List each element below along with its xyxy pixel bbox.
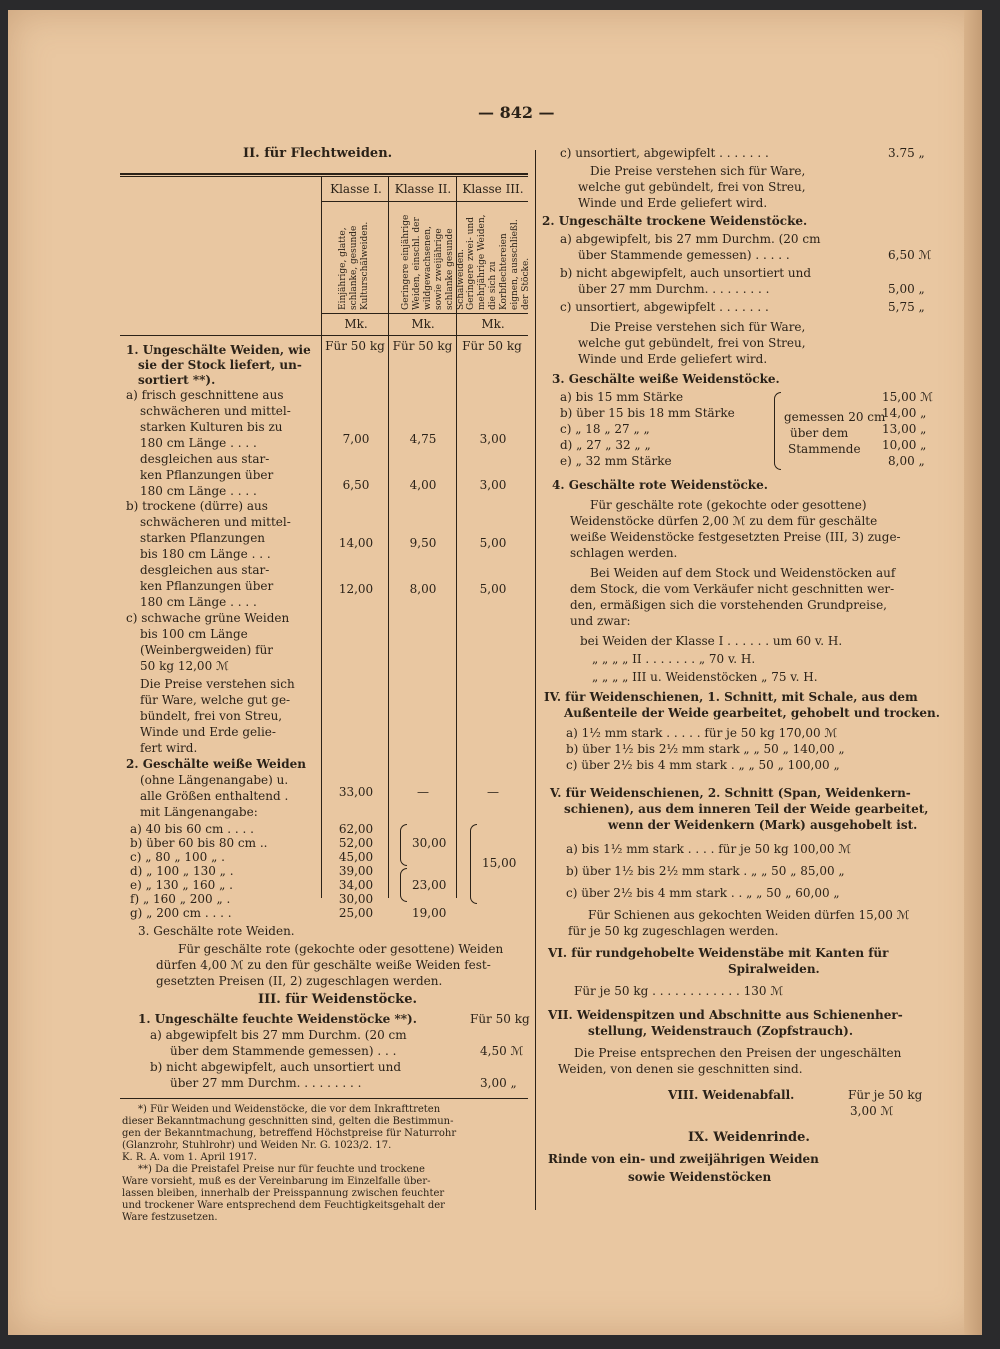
- item1b-line: bis 180 cm Länge . . .: [140, 547, 271, 561]
- per-50kg-ii: Für 50 kg: [392, 339, 453, 353]
- r-s2a: a) abgewipfelt, bis 27 mm Durchm. (20 cm: [560, 232, 821, 246]
- r-note-b: welche gut gebündelt, frei von Streu,: [578, 336, 806, 350]
- item1c-line: c) schwache grüne Weiden: [126, 611, 290, 625]
- r-v: schienen), aus dem inneren Teil der Weide gearbeitet,: [564, 802, 929, 816]
- note1-line: fert wird.: [140, 741, 198, 755]
- r-s2b-val: 5,00 „: [888, 282, 925, 296]
- size-val: 39,00: [338, 864, 374, 878]
- r-note-a: Die Preise verstehen sich für Ware,: [590, 164, 806, 178]
- note1-line: Die Preise verstehen sich: [140, 677, 295, 691]
- r-s3: 3. Geschälte weiße Weidenstöcke.: [552, 372, 780, 386]
- item3-text: Für geschälte rote (gekochte oder gesottene) Weiden: [178, 942, 504, 956]
- footnote: lassen bleiben, innerhalb der Preisspannung zwischen feuchter: [122, 1188, 445, 1199]
- size-row: g) „ 200 cm . . . .: [130, 906, 232, 920]
- r-ix-text: Rinde von ein- und zweijährigen Weiden: [548, 1152, 819, 1166]
- val-1b-i: 14,00: [338, 536, 374, 550]
- rule: [321, 201, 528, 202]
- rule: [120, 1098, 528, 1099]
- class-i-header: Klasse I.: [330, 182, 382, 196]
- r-s3-mid: gemessen 20 cm: [784, 410, 886, 424]
- r-note-b: Winde und Erde geliefert wird.: [578, 352, 768, 366]
- r-s3-mid: über dem: [790, 426, 849, 440]
- val-1a-iii: 3,00: [479, 432, 507, 446]
- val-1b2-iii: 5,00: [479, 582, 507, 596]
- page-edge: [964, 10, 982, 1335]
- r-s3-row: b) über 15 bis 18 mm Stärke: [560, 406, 735, 420]
- unit-iii: Mk.: [481, 317, 505, 331]
- r-ix: IX. Weidenrinde.: [688, 1130, 810, 1145]
- size-val: 30,00: [338, 892, 374, 906]
- r-vii-text: Weiden, von denen sie geschnitten sind.: [558, 1062, 803, 1076]
- item2-line: alle Größen enthaltend .: [140, 789, 289, 803]
- item2-line: (ohne Längenangabe) u.: [140, 773, 289, 787]
- item1a-line: 180 cm Länge . . . .: [140, 436, 257, 450]
- val-2-ii: —: [417, 785, 429, 799]
- s3-b: über 27 mm Durchm. . . . . . . . .: [170, 1076, 362, 1090]
- r-s3-val: 10,00 „: [882, 438, 927, 452]
- brace: [400, 868, 407, 902]
- s3-per: Für 50 kg: [470, 1012, 530, 1026]
- item1a-line: a) frisch geschnittene aus: [126, 388, 284, 402]
- val-1b2-i: 12,00: [338, 582, 374, 596]
- item1a2-line: 180 cm Länge . . . .: [140, 484, 257, 498]
- item1c-line: 50 kg 12,00 ℳ: [140, 659, 229, 673]
- r-klasse-row: „ „ „ „ III u. Weidenstöcken „ 75 v. H.: [592, 670, 818, 684]
- r-s2b: b) nicht abgewipfelt, auch unsortiert und: [560, 266, 812, 280]
- val-2-i: 33,00: [338, 785, 374, 799]
- size-row: c) „ 80 „ 100 „ .: [130, 850, 225, 864]
- page-number: — 842 —: [478, 103, 555, 122]
- item3-text: gesetzten Preisen (II, 2) zugeschlagen werden.: [156, 974, 443, 988]
- rule: [120, 176, 528, 177]
- item1b2-line: ken Pflanzungen über: [140, 579, 274, 593]
- note1-line: bündelt, frei von Streu,: [140, 709, 283, 723]
- class-i-desc: Einjährige, glatte, schlanke, gesunde Kulturschälweiden.: [338, 221, 370, 310]
- val-1b-ii: 9,50: [409, 536, 437, 550]
- r-s3-val: 15,00 ℳ: [882, 390, 933, 404]
- class3-val: 15,00: [482, 856, 517, 870]
- r-iv-row: b) über 1½ bis 2½ mm stark „ „ 50 „ 140,00 „: [566, 742, 845, 756]
- document-page: [8, 10, 982, 1335]
- r-s3-row: e) „ 32 mm Stärke: [560, 454, 672, 468]
- class-ii-desc: Geringere einjährige Weiden, einschl. der wildgewachsenen, sowie zweijährige schlanke gesunde Schälweiden.: [401, 214, 466, 310]
- size-row: a) 40 bis 60 cm . . . .: [130, 822, 254, 836]
- r-v: V. für Weidenschienen, 2. Schnitt (Span, Weidenkern-: [550, 786, 911, 800]
- item3-text: dürfen 4,00 ℳ zu den für geschälte weiße Weiden fest-: [156, 958, 491, 972]
- item1a2-line: desgleichen aus star-: [140, 452, 270, 466]
- r-s3-mid: Stammende: [788, 442, 861, 456]
- val-1a-i: 7,00: [342, 432, 370, 446]
- brace: [470, 824, 477, 904]
- r-vii: VII. Weidenspitzen und Abschnitte aus Schienenher-: [548, 1008, 903, 1022]
- footnote: Ware vorsieht, muß es der Vereinbarung im Einzelfalle über-: [122, 1176, 431, 1187]
- unit-ii: Mk.: [411, 317, 435, 331]
- r-s4-text2: Bei Weiden auf dem Stock und Weidenstöcken auf: [590, 566, 896, 580]
- rule: [120, 335, 528, 336]
- s3-item1: 1. Ungeschälte feuchte Weidenstöcke **).: [138, 1012, 417, 1026]
- item1-line: sie der Stock liefert, un-: [138, 358, 302, 372]
- r-iv: IV. für Weidenschienen, 1. Schnitt, mit Schale, aus dem: [544, 690, 918, 704]
- class2-val-a: 30,00: [412, 836, 447, 850]
- r-klasse-row: „ „ „ „ II . . . . . . . „ 70 v. H.: [592, 652, 756, 666]
- item1a2-line: ken Pflanzungen über: [140, 468, 274, 482]
- r-vi-row: Für je 50 kg . . . . . . . . . . . . 130 ℳ: [574, 984, 784, 998]
- r-vii: stellung, Weidenstrauch (Zopfstrauch).: [588, 1024, 854, 1038]
- size-val: 34,00: [338, 878, 374, 892]
- r-v-row: b) über 1½ bis 2½ mm stark . „ „ 50 „ 85,00 „: [566, 864, 845, 878]
- r-v-row: c) über 2½ bis 4 mm stark . . „ „ 50 „ 60,00 „: [566, 886, 840, 900]
- r-s2: 2. Ungeschälte trockene Weidenstöcke.: [542, 214, 808, 228]
- class2-val-c: 19,00: [412, 906, 447, 920]
- r-s3-row: c) „ 18 „ 27 „ „: [560, 422, 650, 436]
- r-s4-text: Weidenstöcke dürfen 2,00 ℳ zu dem für geschälte: [570, 514, 878, 528]
- r-v-note: für je 50 kg zugeschlagen werden.: [568, 924, 779, 938]
- r-s4-text2: dem Stock, die vom Verkäufer nicht geschnitten wer-: [570, 582, 895, 596]
- size-val: 25,00: [338, 906, 374, 920]
- footnote: *) Für Weiden und Weidenstöcke, die vor dem Inkrafttreten: [138, 1104, 441, 1115]
- footnote: K. R. A. vom 1. April 1917.: [122, 1152, 257, 1163]
- val-1b-iii: 5,00: [479, 536, 507, 550]
- size-row: d) „ 100 „ 130 „ .: [130, 864, 234, 878]
- per-50kg-i: Für 50 kg: [325, 339, 385, 353]
- column-divider: [535, 150, 536, 1210]
- class-iii-desc: Geringere zwei- und mehrjährige Weiden, die sich zu Korbflechtereien eignen, ausschließl. der Stöcke.: [466, 214, 531, 310]
- footnote: gen der Bekanntmachung, betreffend Höchstpreise für Naturrohr: [122, 1128, 457, 1139]
- r-s4-text2: den, ermäßigen sich die vorstehenden Grundpreise,: [570, 598, 887, 612]
- r-vi: VI. für rundgehobelte Weidenstäbe mit Kanten für: [548, 946, 889, 960]
- val-1a2-iii: 3,00: [479, 478, 507, 492]
- item2-line: mit Längenangabe:: [140, 805, 258, 819]
- r-note-a: welche gut gebündelt, frei von Streu,: [578, 180, 806, 194]
- r-s2c: c) unsortiert, abgewipfelt . . . . . . .: [560, 300, 769, 314]
- r-c1: c) unsortiert, abgewipfelt . . . . . . .: [560, 146, 769, 160]
- size-row: b) über 60 bis 80 cm ..: [130, 836, 268, 850]
- r-s2c-val: 5,75 „: [888, 300, 925, 314]
- rule: [321, 313, 528, 314]
- r-s2a: über Stammende gemessen) . . . . .: [578, 248, 790, 262]
- r-vii-text: Die Preise entsprechen den Preisen der ungeschälten: [574, 1046, 902, 1060]
- r-viii-val: 3,00 ℳ: [850, 1104, 894, 1118]
- rule: [120, 173, 528, 175]
- r-klasse-row: bei Weiden der Klasse I . . . . . . um 60 v. H.: [580, 634, 843, 648]
- footnote: Ware festzusetzen.: [122, 1212, 218, 1223]
- r-s2a-val: 6,50 ℳ: [888, 248, 932, 262]
- size-val: 52,00: [338, 836, 374, 850]
- item1-line: 1. Ungeschälte Weiden, wie: [126, 343, 311, 357]
- item3-title: 3. Geschälte rote Weiden.: [138, 924, 295, 938]
- r-v: wenn der Weidenkern (Mark) ausgehobelt ist.: [608, 818, 918, 832]
- item2-line: 2. Geschälte weiße Weiden: [126, 757, 306, 771]
- s3-a: a) abgewipfelt bis 27 mm Durchm. (20 cm: [150, 1028, 407, 1042]
- footnote: und trockener Ware entsprechend dem Feuchtigkeitsgehalt der: [122, 1200, 445, 1211]
- r-iv-row: c) über 2½ bis 4 mm stark . „ „ 50 „ 100,00 „: [566, 758, 840, 772]
- note1-line: für Ware, welche gut ge-: [140, 693, 291, 707]
- col-divider: [321, 176, 322, 898]
- val-2-iii: —: [487, 785, 499, 799]
- r-s3-row: a) bis 15 mm Stärke: [560, 390, 684, 404]
- r-iv: Außenteile der Weide gearbeitet, gehobelt und trocken.: [564, 706, 940, 720]
- r-note-a: Winde und Erde geliefert wird.: [578, 196, 768, 210]
- r-note-b: Die Preise verstehen sich für Ware,: [590, 320, 806, 334]
- r-s4-text: weiße Weidenstöcke festgesetzten Preise (III, 3) zuge-: [570, 530, 901, 544]
- r-viii-val: Für je 50 kg: [848, 1088, 923, 1102]
- r-s4-text: schlagen werden.: [570, 546, 678, 560]
- per-50kg-iii: Für 50 kg: [462, 339, 522, 353]
- footnote: dieser Bekanntmachung geschnitten sind, gelten die Bestimmun-: [122, 1116, 454, 1127]
- item1a-line: starken Kulturen bis zu: [140, 420, 283, 434]
- item1a-line: schwächeren und mittel-: [140, 404, 291, 418]
- r-c1-val: 3.75 „: [888, 146, 925, 160]
- item1b-line: b) trockene (dürre) aus: [126, 499, 268, 513]
- r-s2b: über 27 mm Durchm. . . . . . . . .: [578, 282, 770, 296]
- col-divider: [388, 176, 389, 898]
- size-val: 62,00: [338, 822, 374, 836]
- val-1a2-ii: 4,00: [409, 478, 437, 492]
- item1b-line: starken Pflanzungen: [140, 531, 266, 545]
- r-s3-val: 8,00 „: [888, 454, 925, 468]
- r-s3-val: 13,00 „: [882, 422, 927, 436]
- item1b2-line: 180 cm Länge . . . .: [140, 595, 257, 609]
- note1-line: Winde und Erde gelie-: [140, 725, 276, 739]
- unit-i: Mk.: [344, 317, 368, 331]
- r-ix-text: sowie Weidenstöcken: [628, 1170, 772, 1184]
- val-1a-ii: 4,75: [409, 432, 437, 446]
- class2-val-b: 23,00: [412, 878, 447, 892]
- r-s3-val: 14,00 „: [882, 406, 927, 420]
- s3-b: b) nicht abgewipfelt, auch unsortiert und: [150, 1060, 402, 1074]
- r-vi: Spiralweiden.: [728, 962, 820, 976]
- section-title-iii: III. für Weidenstöcke.: [258, 992, 417, 1007]
- r-viii: VIII. Weidenabfall.: [668, 1088, 795, 1102]
- item1b-line: schwächeren und mittel-: [140, 515, 291, 529]
- item1b2-line: desgleichen aus star-: [140, 563, 270, 577]
- brace: [774, 392, 781, 470]
- section-title-ii: II. für Flechtweiden.: [243, 146, 393, 161]
- r-s4-text: Für geschälte rote (gekochte oder gesottene): [590, 498, 867, 512]
- r-iv-row: a) 1½ mm stark . . . . . für je 50 kg 170,00 ℳ: [566, 726, 838, 740]
- size-val: 45,00: [338, 850, 374, 864]
- r-s3-row: d) „ 27 „ 32 „ „: [560, 438, 651, 452]
- item1c-line: (Weinbergweiden) für: [140, 643, 274, 657]
- item1c-line: bis 100 cm Länge: [140, 627, 248, 641]
- footnote: (Glanzrohr, Stuhlrohr) und Weiden Nr. G. 1023/2. 17.: [122, 1140, 392, 1151]
- r-v-note: Für Schienen aus gekochten Weiden dürfen 15,00 ℳ: [588, 908, 910, 922]
- s3-a-val: 4,50 ℳ: [480, 1044, 524, 1058]
- r-v-row: a) bis 1½ mm stark . . . . für je 50 kg 100,00 ℳ: [566, 842, 852, 856]
- s3-b-val: 3,00 „: [480, 1076, 517, 1090]
- r-s4: 4. Geschälte rote Weidenstöcke.: [552, 478, 768, 492]
- val-1a2-i: 6,50: [342, 478, 370, 492]
- r-s4-text2: und zwar:: [570, 614, 631, 628]
- s3-a: über dem Stammende gemessen) . . .: [170, 1044, 397, 1058]
- val-1b2-ii: 8,00: [409, 582, 437, 596]
- footnote: **) Da die Preistafel Preise nur für feuchte und trockene: [138, 1164, 425, 1175]
- brace: [400, 824, 407, 866]
- size-row: e) „ 130 „ 160 „ .: [130, 878, 233, 892]
- class-iii-header: Klasse III.: [462, 182, 524, 196]
- size-row: f) „ 160 „ 200 „ .: [130, 892, 231, 906]
- item1-line: sortiert **).: [138, 373, 216, 387]
- class-ii-header: Klasse II.: [394, 182, 452, 196]
